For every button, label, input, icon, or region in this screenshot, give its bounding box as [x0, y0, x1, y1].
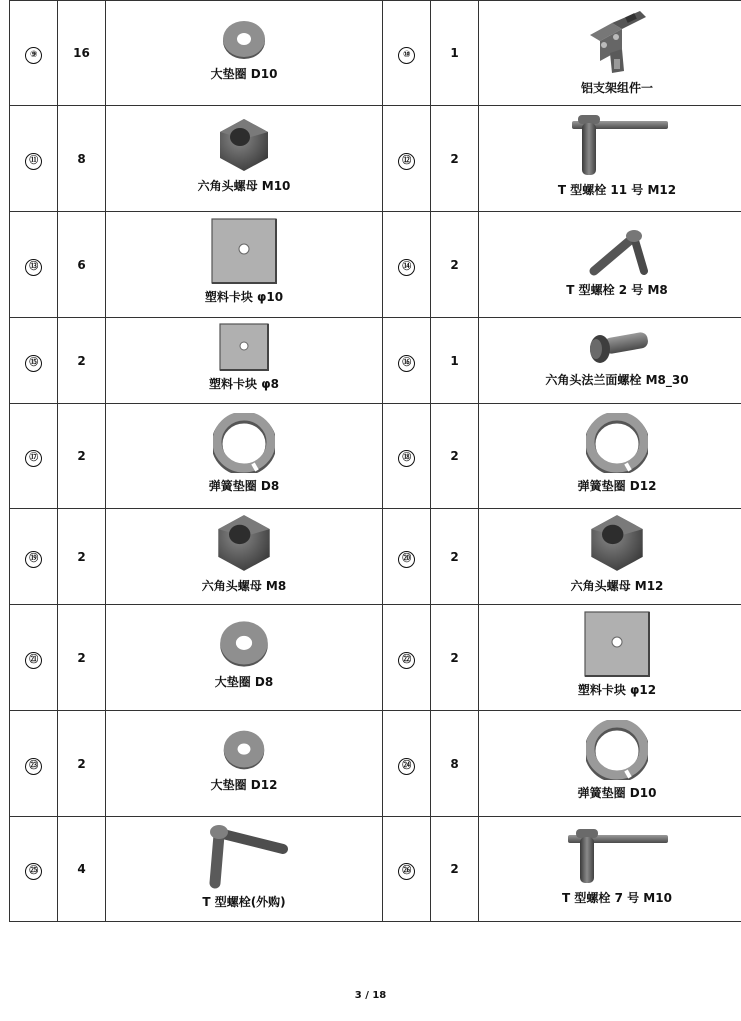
item-qty: 2 — [58, 404, 106, 509]
item-index: ⑭ — [398, 259, 415, 276]
item-index: ㉑ — [25, 652, 42, 669]
item-name: 弹簧垫圈 D10 — [577, 786, 657, 800]
item-qty: 2 — [58, 711, 106, 817]
hex-nut-icon — [216, 117, 272, 173]
item-qty: 8 — [431, 711, 479, 817]
plastic-block-icon — [211, 218, 277, 284]
t-bolt-icon — [562, 827, 672, 885]
plastic-block-icon — [219, 323, 269, 371]
item-qty: 2 — [431, 817, 479, 922]
table-row — [10, 605, 741, 711]
item-name: 塑料卡块 φ8 — [209, 377, 279, 391]
table-row — [10, 1, 741, 106]
item-name: 塑料卡块 φ10 — [204, 290, 284, 304]
t-bolt-angled-icon — [582, 225, 652, 277]
plastic-block-icon — [584, 611, 650, 677]
page-number: 3 / 18 — [354, 990, 387, 1001]
item-index: ⑬ — [25, 259, 42, 276]
item-index: ㉔ — [398, 758, 415, 775]
item-index: ⑳ — [398, 551, 415, 568]
item-qty: 1 — [431, 318, 479, 404]
item-name: 弹簧垫圈 D8 — [208, 478, 280, 493]
table-row — [10, 212, 741, 318]
spring-washer-icon — [586, 413, 648, 473]
washer-icon — [221, 728, 267, 772]
item-name: T 型螺栓 11 号 M12 — [557, 183, 677, 197]
item-name: T 型螺栓 7 号 M10 — [562, 890, 672, 905]
item-qty: 2 — [431, 509, 479, 605]
flange-bolt-icon — [582, 327, 652, 367]
t-bolt-icon — [562, 113, 672, 177]
spring-washer-icon — [213, 413, 275, 473]
table-row — [10, 817, 741, 922]
item-name: T 型螺栓 2 号 M8 — [566, 283, 668, 297]
item-qty: 2 — [431, 106, 479, 212]
item-qty: 2 — [58, 318, 106, 404]
item-qty: 4 — [58, 817, 106, 922]
table-row — [10, 404, 741, 509]
item-name: 铝支架组件一 — [580, 80, 653, 95]
table-row — [10, 509, 741, 605]
item-index: ㉕ — [25, 863, 42, 880]
item-index: ⑪ — [25, 153, 42, 170]
item-index: ⑲ — [25, 551, 42, 568]
hex-nut-icon — [214, 513, 274, 573]
bracket-assembly-icon — [582, 5, 652, 75]
item-index: ⑩ — [398, 47, 415, 64]
item-qty: 6 — [58, 212, 106, 318]
item-name: 大垫圈 D10 — [210, 66, 278, 81]
item-name: 大垫圈 D8 — [214, 675, 274, 689]
t-bolt-angled-icon — [199, 823, 289, 889]
item-index: ㉖ — [398, 863, 415, 880]
item-name: 大垫圈 D12 — [210, 778, 278, 792]
item-index: ㉒ — [398, 652, 415, 669]
item-index: ⑯ — [398, 355, 415, 372]
item-index: ㉓ — [25, 758, 42, 775]
item-name: 六角头螺母 M10 — [197, 179, 291, 193]
item-index: ⑫ — [398, 153, 415, 170]
item-qty: 2 — [431, 404, 479, 509]
item-qty: 2 — [58, 509, 106, 605]
table-row — [10, 318, 741, 404]
item-qty: 1 — [431, 1, 479, 106]
item-name: 塑料卡块 φ12 — [577, 683, 657, 697]
item-name: 六角头螺母 M8 — [201, 579, 287, 593]
hex-nut-icon — [587, 513, 647, 573]
item-index: ⑮ — [25, 355, 42, 372]
item-qty: 16 — [58, 1, 106, 106]
item-index: ⑱ — [398, 450, 415, 467]
item-qty: 8 — [58, 106, 106, 212]
spring-washer-icon — [586, 720, 648, 780]
table-row — [10, 106, 741, 212]
item-name: 六角头螺母 M12 — [570, 579, 664, 593]
item-index: ⑰ — [25, 450, 42, 467]
item-qty: 2 — [431, 605, 479, 711]
washer-icon — [219, 19, 269, 61]
item-name: 六角头法兰面螺栓 M8_30 — [545, 373, 689, 387]
parts-table — [9, 0, 741, 922]
table-row — [10, 711, 741, 817]
item-index: ⑨ — [25, 47, 42, 64]
item-qty: 2 — [58, 605, 106, 711]
item-qty: 2 — [431, 212, 479, 318]
item-name: 弹簧垫圈 D12 — [577, 478, 657, 493]
item-name: T 型螺栓(外购) — [202, 894, 286, 909]
washer-icon — [217, 619, 271, 669]
